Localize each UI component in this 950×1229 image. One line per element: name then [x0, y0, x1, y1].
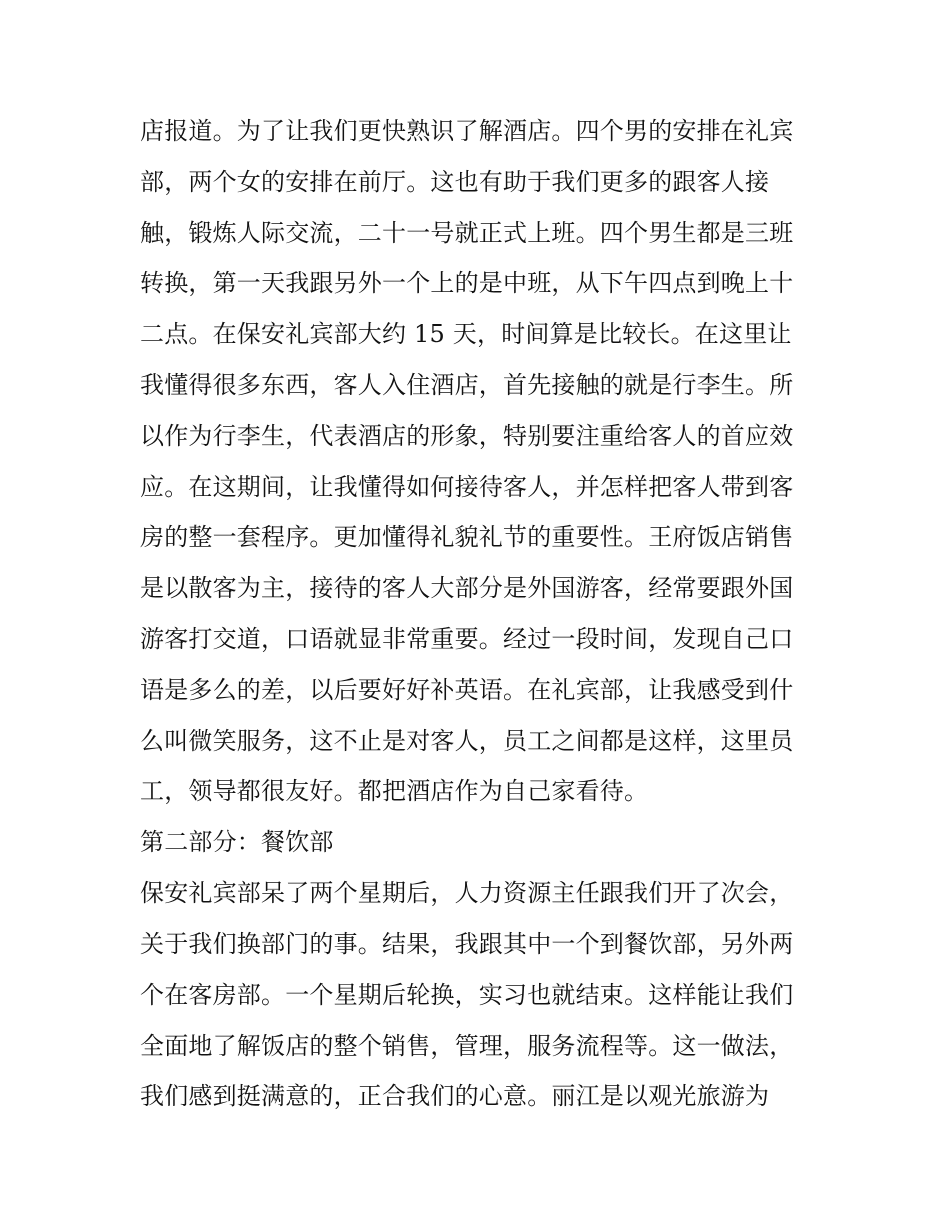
text-line: 转换，第一天我跟另外一个上的是中班，从下午四点到晚上十: [140, 269, 794, 298]
text-line: 店报道。为了让我们更快熟识了解酒店。四个男的安排在礼宾: [140, 117, 794, 145]
text-line: 语是多么的差，以后要好好补英语。在礼宾部，让我感受到什: [140, 675, 794, 704]
document-body: [140, 106, 830, 1122]
text-line: 个在客房部。一个星期后轮换，实习也就结束。这样能让我们: [140, 980, 794, 1009]
text-line: 关于我们换部门的事。结果，我跟其中一个到餐饮部，另外两: [140, 929, 794, 958]
text-line: 以作为行李生，代表酒店的形象，特别要注重给客人的首应效: [140, 421, 794, 450]
text-line: 房的整一套程序。更加懂得礼貌礼节的重要性。王府饭店销售: [140, 523, 794, 552]
text-line: 二点。在保安礼宾部大约 15 天，时间算是比较长。在这里让: [140, 320, 792, 349]
text-line: 游客打交道，口语就显非常重要。经过一段时间，发现自己口: [140, 624, 794, 653]
section-heading: 第二部分：餐饮部: [140, 828, 334, 857]
text-line: 保安礼宾部呆了两个星期后，人力资源主任跟我们开了次会，: [140, 879, 794, 908]
text-line: 工，领导都很友好。都把酒店作为自己家看待。: [140, 777, 649, 806]
text-line: 是以散客为主，接待的客人大部分是外国游客，经常要跟外国: [140, 574, 794, 603]
text-line: 触，锻炼人际交流，二十一号就正式上班。四个男生都是三班: [140, 218, 794, 247]
text-line: 部，两个女的安排在前厅。这也有助于我们更多的跟客人接: [140, 167, 770, 196]
text-line: 我懂得很多东西，客人入住酒店，首先接触的就是行李生。所: [140, 370, 794, 399]
text-line: 应。在这期间，让我懂得如何接待客人，并怎样把客人带到客: [140, 472, 794, 501]
text-line: 全面地了解饭店的整个销售，管理，服务流程等。这一做法，: [140, 1031, 794, 1060]
text-line: 我们感到挺满意的，正合我们的心意。丽江是以观光旅游为: [140, 1082, 770, 1111]
text-line: 么叫微笑服务，这不止是对客人，员工之间都是这样，这里员: [140, 726, 794, 755]
